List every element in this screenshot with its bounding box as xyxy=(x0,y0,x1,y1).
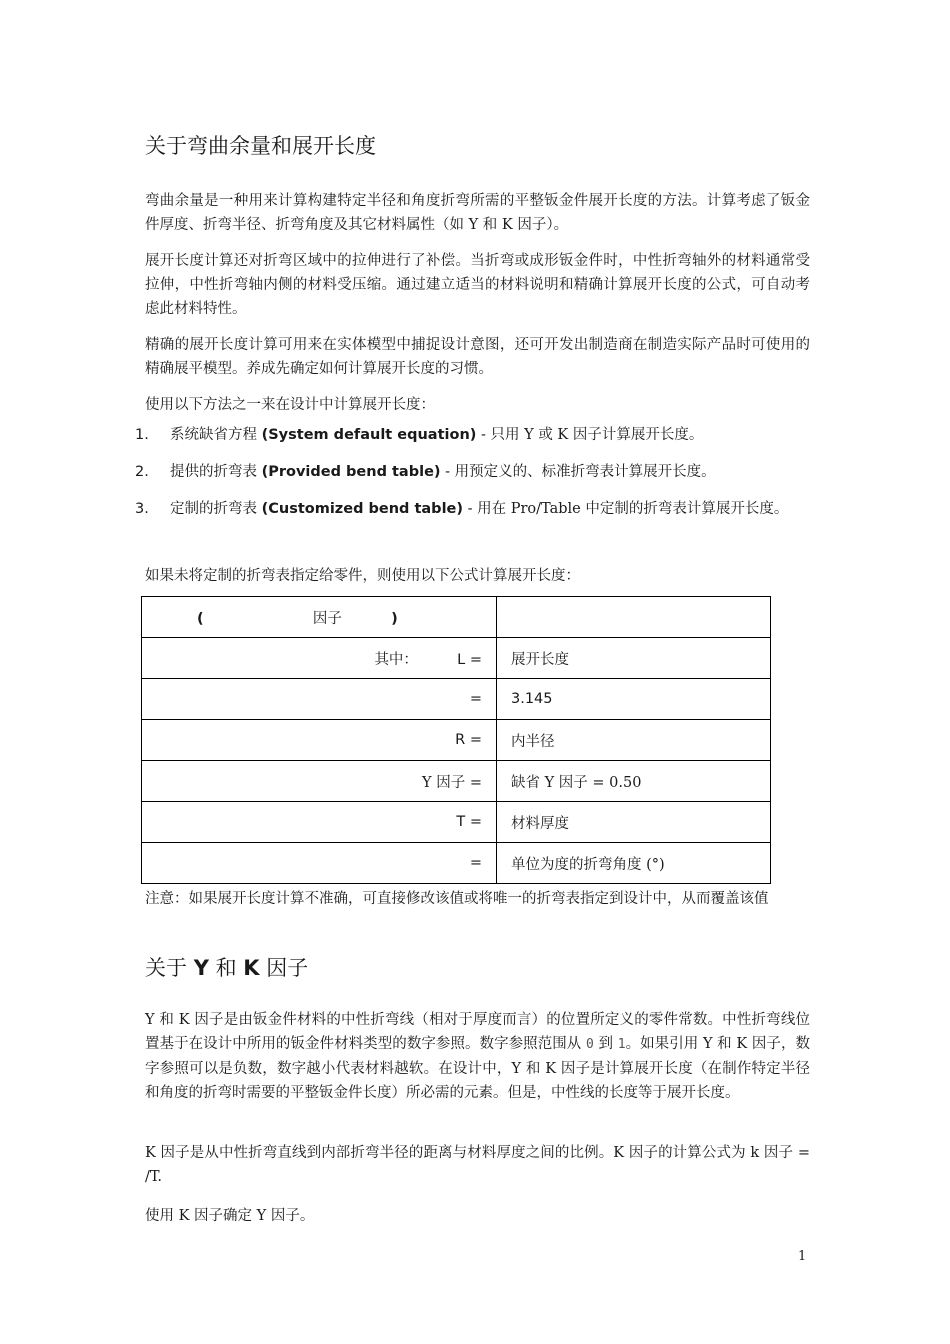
section-title-y-k-factor xyxy=(145,952,308,982)
method-cn-label: 提供的折弯表 xyxy=(170,464,257,480)
paragraph-y-k-definition xyxy=(145,1008,810,1105)
list-number: 3. xyxy=(135,501,149,517)
table-cell xyxy=(142,638,497,679)
table-row xyxy=(142,597,771,638)
title-part: 因子 xyxy=(259,956,309,980)
table-row xyxy=(142,843,771,884)
page-number: 1 xyxy=(798,1249,807,1264)
symbol-label: = xyxy=(142,843,497,884)
title-part: 关于 xyxy=(145,956,194,980)
method-en-label: (Provided bend table) xyxy=(261,464,441,480)
paragraph-methods-intro: 使用以下方法之一来在设计中计算展开长度： xyxy=(145,397,435,413)
mono-value: 0 xyxy=(586,1037,594,1052)
mono-value: 1 xyxy=(617,1037,626,1052)
method-description: - 用在 Pro/Table 中定制的折弯表计算展开长度。 xyxy=(463,501,789,517)
paragraph-k-factor: K 因子是从中性折弯直线到内部折弯半径的距离与材料厚度之间的比例。K 因子的计算公式为 k 因子 = /T. xyxy=(145,1145,810,1185)
definition-cell: 3.145 xyxy=(497,679,771,720)
list-number: 2. xyxy=(135,464,149,480)
definition-cell: 材料厚度 xyxy=(497,802,771,843)
table-row xyxy=(142,638,771,679)
where-label: 其中： xyxy=(374,651,418,668)
definition-cell: 展开长度 xyxy=(497,638,771,679)
table-cell xyxy=(497,597,771,638)
title-part: 和 xyxy=(208,956,244,980)
formula-open-paren: ( xyxy=(197,610,204,627)
list-item xyxy=(135,460,810,485)
method-description: - 用预定义的、标准折弯表计算展开长度。 xyxy=(440,464,716,480)
text-run: 。如果引用 Y 和 K 因子，数字参照可以是负数，数字越小代表材料越软。在设计中，Y 和 K 因子是计算展开长度（在制作特定半径和角度的折弯时需要的平整钣金件长度）所必需的元素。但是，中性线的长度等于展开长度。 xyxy=(145,1036,811,1101)
formula-factor-label: 因子 xyxy=(312,610,342,627)
note-text: 注意：如果展开长度计算不准确，可直接修改该值或将唯一的折弯表指定到设计中，从而覆盖该值 xyxy=(145,891,769,907)
list-item xyxy=(135,497,810,522)
definition-cell: 内半径 xyxy=(497,720,771,761)
method-en-label: (System default equation) xyxy=(261,427,477,443)
method-en-label: (Customized bend table) xyxy=(261,501,463,517)
symbol-label: L = xyxy=(457,651,482,668)
formula-close-paren: ) xyxy=(391,610,398,627)
formula-expression-cell xyxy=(142,597,497,638)
formula-table xyxy=(141,596,771,884)
symbol-label: = xyxy=(142,679,497,720)
symbol-label: Y 因子 = xyxy=(142,761,497,802)
paragraph-bend-allowance-intro: 弯曲余量是一种用来计算构建特定半径和角度折弯所需的平整钣金件展开长度的方法。计算考虑了钣金件厚度、折弯半径、折弯角度及其它材料属性（如 Y 和 K 因子）。 xyxy=(145,193,810,233)
definition-cell: 单位为度的折弯角度 (°) xyxy=(497,843,771,884)
method-description: - 只用 Y 或 K 因子计算展开长度。 xyxy=(476,427,704,443)
title-k: K xyxy=(243,956,260,980)
section-title-bend-allowance: 关于弯曲余量和展开长度 xyxy=(145,134,376,158)
text-run: 到 xyxy=(593,1036,618,1052)
table-row xyxy=(142,802,771,843)
table-row xyxy=(142,761,771,802)
symbol-label: R = xyxy=(142,720,497,761)
list-item xyxy=(135,423,810,448)
methods-list xyxy=(135,423,810,534)
paragraph-use-k-factor: 使用 K 因子确定 Y 因子。 xyxy=(145,1208,315,1224)
list-number: 1. xyxy=(135,427,149,443)
table-row xyxy=(142,720,771,761)
paragraph-design-intent: 精确的展开长度计算可用来在实体模型中捕捉设计意图，还可开发出制造商在制造实际产品时可使用的精确展平模型。养成先确定如何计算展开长度的习惯。 xyxy=(145,337,810,377)
method-cn-label: 定制的折弯表 xyxy=(170,501,257,517)
paragraph-developed-length: 展开长度计算还对折弯区域中的拉伸进行了补偿。当折弯或成形钣金件时，中性折弯轴外的材料通常受拉伸，中性折弯轴内侧的材料受压缩。通过建立适当的材料说明和精确计算展开长度的公式，可自动考虑此材料特性。 xyxy=(145,253,810,317)
symbol-label: T = xyxy=(142,802,497,843)
paragraph-formula-intro: 如果未将定制的折弯表指定给零件，则使用以下公式计算展开长度： xyxy=(145,568,580,584)
text-run: Y 和 K 因子是由钣金件材料的中性折弯线（相对于厚度而言）的位置所定义的零件常数。中性折弯线位置基于在设计中所用的钣金件材料类型的数字参照。数字参照范围从 xyxy=(145,1012,810,1052)
method-cn-label: 系统缺省方程 xyxy=(170,427,257,443)
table-row xyxy=(142,679,771,720)
definition-cell: 缺省 Y 因子 = 0.50 xyxy=(497,761,771,802)
title-y: Y xyxy=(193,956,209,980)
